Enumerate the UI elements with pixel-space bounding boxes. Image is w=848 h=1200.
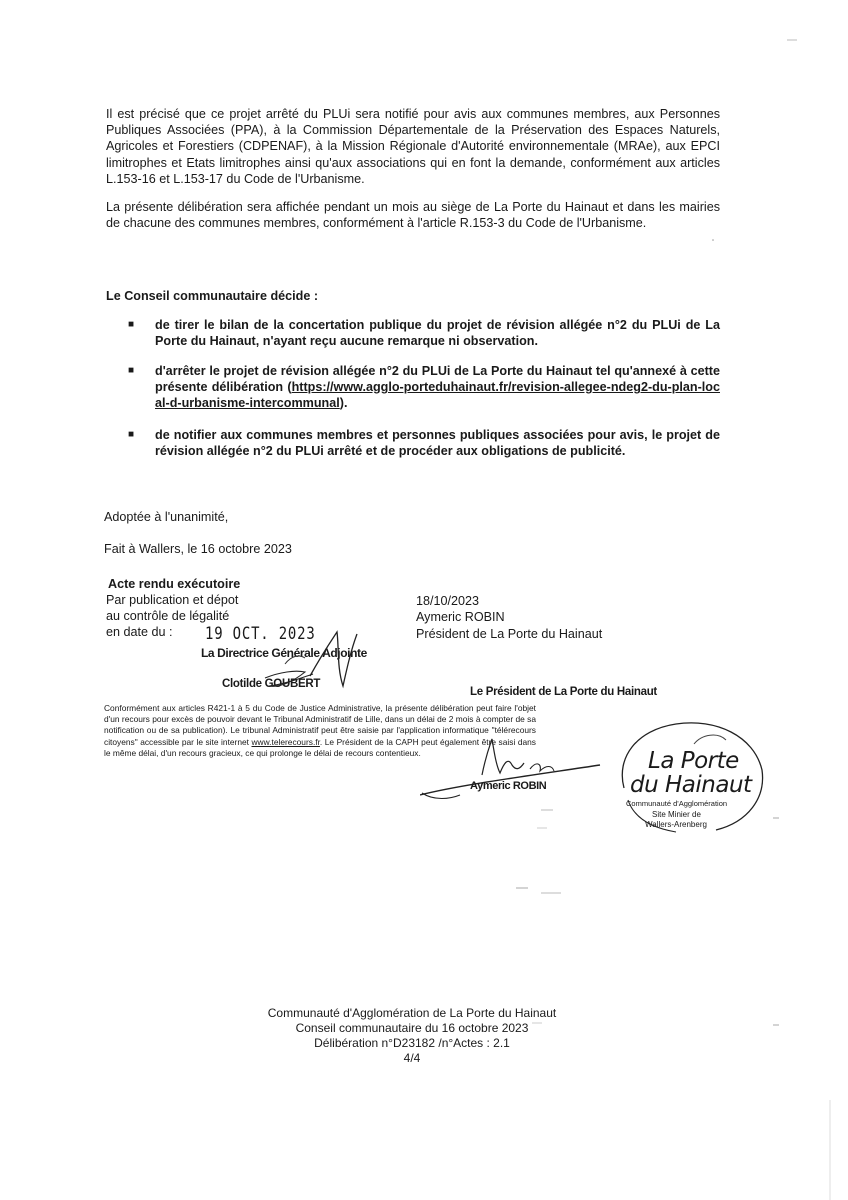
adoption-text: Adoptée à l'unanimité,	[104, 510, 229, 524]
decision-item-2-body: d'arrêter le projet de révision allégée n°2 du PLUi de La Porte du Hainaut tel qu'annexé à cette présente délibération (	[155, 364, 720, 395]
legal-notice-part-2: . Le Président de la CAPH peut également être saisi dans le même délai, d'un recours gracieux, ce qui prolonge le délai de recours contentieux.	[104, 736, 536, 758]
decision-item-3-text: de notifier aux communes membres et personnes publiques associées pour avis, le projet de révision allégée n°2 du PLUi arrêté et de procéder aux obligations de publicité.	[155, 428, 720, 459]
footer-deliberation-number: Délibération n°D23182 /n°Actes : 2.1	[314, 1036, 510, 1050]
seal-line-4: Site Minier de	[652, 810, 701, 819]
acte-line-1: Par publication et dépot	[106, 593, 239, 607]
footer-organization: Communauté d'Agglomération de La Porte du Hainaut	[267, 1006, 557, 1020]
place-date-text: Fait à Wallers, le 16 octobre 2023	[104, 542, 292, 556]
revision-link[interactable]: https://www.agglo-porteduhainaut.fr/revision-allegee-ndeg2-du-plan-local-d-urbanisme-intercommunal	[155, 380, 720, 411]
signatory-date: 18/10/2023	[416, 594, 480, 608]
decision-item-1-text: de tirer le bilan de la concertation publique du projet de révision allégée n°2 du PLUi de La Porte du Hainaut, n'ayant reçu aucune remarque ni observation.	[155, 318, 720, 349]
president-signature	[420, 735, 610, 805]
legal-notice-part-1: Conformément aux articles R421-1 à 5 du Code de Justice Administrative, la présente délibération peut faire l'objet d'un recours pour excès de pouvoir devant le Tribunal Administratif de Lille, dans un délai de 2 mois à compter de sa notification ou de sa publication). Le tribunal Administratif peut être saisie par l'application informatique "télérecours citoyens" accessible par le site internet	[104, 703, 536, 747]
president-stamp-name: Aymeric ROBIN	[470, 780, 547, 792]
bullet-icon: ■	[128, 365, 135, 376]
acte-line-3: en date du :	[106, 625, 173, 639]
decision-item-2-text	[155, 363, 720, 412]
signatory-role: Président de La Porte du Hainaut	[416, 627, 603, 641]
decision-item-1	[128, 317, 720, 349]
bullet-icon: ■	[128, 429, 135, 440]
stamp-name: Clotilde GOUBERT	[222, 678, 321, 690]
acte-title: Acte rendu exécutoire	[108, 577, 241, 591]
decision-item-3	[128, 427, 720, 459]
decision-item-2-end: ).	[339, 396, 348, 411]
seal-line-2: du Hainaut	[630, 772, 752, 798]
stamp-date: 19 OCT. 2023	[205, 624, 316, 644]
footer-council: Conseil communautaire du 16 octobre 2023	[295, 1021, 529, 1035]
bullet-icon: ■	[128, 319, 135, 330]
acte-line-2: au contrôle de légalité	[106, 609, 230, 623]
page-number: 4/4	[403, 1051, 421, 1065]
stamp-role: La Directrice Générale Adjointe	[201, 646, 367, 660]
seal-line-1: La Porte	[648, 748, 739, 774]
seal-line-3: Communauté d'Agglomération	[626, 799, 728, 808]
goubert-signature	[225, 628, 360, 696]
notification-paragraph: Il est précisé que ce projet arrêté du PLUi sera notifié pour avis aux communes membres, aux Personnes Publiques Associées (PPA), à la Commission Départementale de la Préservation des Espaces Naturels, Agricoles et Forestiers (CDPENAF), à la Mission Régionale d'Autorité environnementale (MRAe), aux EPCI limitrophes et Etats limitrophes ainsi qu'aux associations qui en font la demande, conformément aux articles L.153-16 et L.153-17 du Code de l'Urbanisme.	[106, 107, 720, 186]
telerecours-link[interactable]: www.telerecours.fr	[251, 736, 320, 747]
signatory-name: Aymeric ROBIN	[416, 610, 505, 624]
decision-item-2	[128, 363, 720, 412]
president-stamp-title: Le Président de La Porte du Hainaut	[470, 686, 657, 698]
seal-line-5: Wallers-Arenberg	[645, 820, 707, 829]
decision-heading: Le Conseil communautaire décide :	[106, 289, 319, 303]
posting-paragraph: La présente délibération sera affichée pendant un mois au siège de La Porte du Hainaut et dans les mairies de chacune des communes membres, conformément à l'article R.153-3 du Code de l'Urbanisme.	[106, 200, 720, 231]
